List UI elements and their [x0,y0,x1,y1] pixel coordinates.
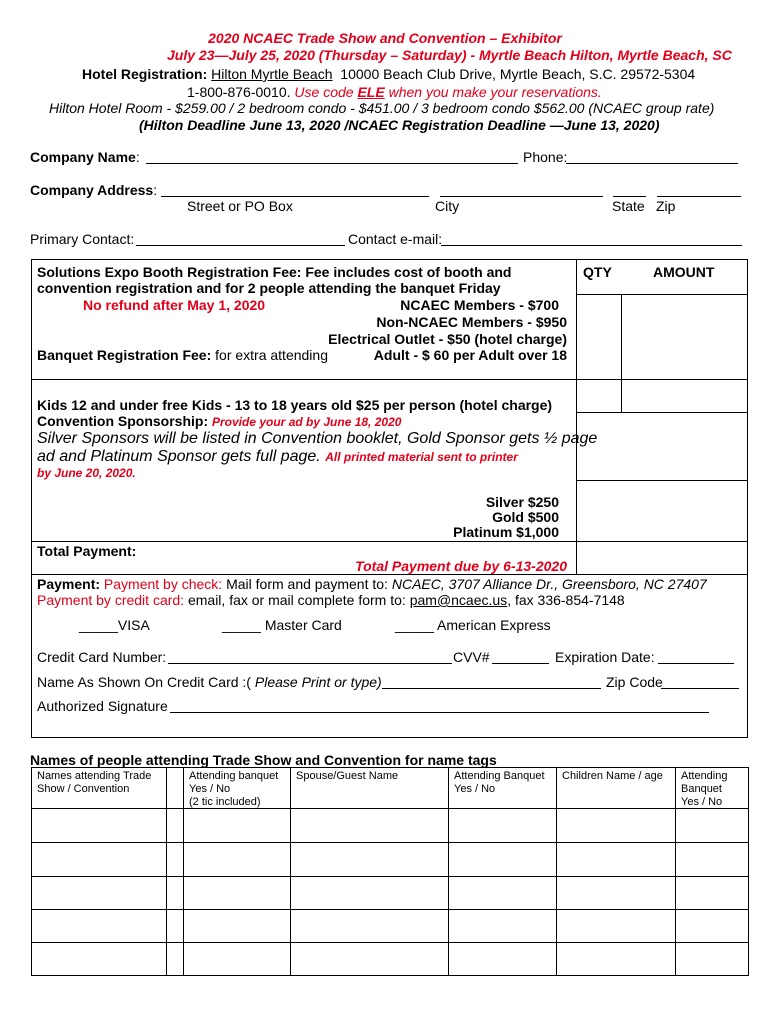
expiration-field[interactable] [658,663,734,664]
primary-contact-field[interactable] [136,245,345,246]
total-payment-due: Total Payment due by 6-13-2020 [355,558,567,574]
table-row[interactable] [32,910,748,942]
street-field[interactable] [161,196,429,197]
sponsorship-line2: ad and Platinum Sponsor gets full page. All printed material sent to printer [37,448,518,465]
deadline: (Hilton Deadline June 13, 2020 /NCAEC Registration Deadline —June 13, 2020) [139,117,660,133]
city-label: City [435,198,460,214]
kids-fee: Kids 12 and under free Kids - 13 to 18 years old $25 per person (hotel charge) [37,397,553,413]
amount-header: AMOUNT [653,264,715,280]
phone-label: Phone: [523,149,568,165]
no-refund-note: No refund after May 1, 2020 [83,297,266,313]
payment-email-link[interactable]: pam@ncaec.us [409,592,508,608]
mastercard-option[interactable]: _____ Master Card [222,617,342,633]
hotel-label: Hotel Registration: [82,66,208,82]
event-dates: July 23—July 25, 2020 (Thursday – Saturday) - Myrtle Beach Hilton, Myrtle Beach, SC [167,47,732,63]
expo-fee-line1: Solutions Expo Booth Registration Fee: Fee includes cost of booth and [37,264,512,280]
gold-sponsor: Gold $500 [492,509,559,525]
state-label: State [612,198,645,214]
cc-number-field[interactable] [168,663,452,664]
col-spouse-banquet-header: Attending Banquet Yes / No [454,770,545,795]
total-payment-label: Total Payment: [37,543,137,559]
cvv-field[interactable] [492,663,549,664]
signature-label: Authorized Signature [37,698,168,714]
hotel-address: 10000 Beach Club Drive, Myrtle Beach, S.C. 29572-5304 [340,66,696,82]
form-title: 2020 NCAEC Trade Show and Convention – Exhibitor [208,30,562,46]
hotel-name: Hilton Myrtle Beach [211,66,333,82]
zip-code-field[interactable] [661,688,739,689]
company-name-label: Company Name: [30,149,140,165]
phone-field[interactable] [566,163,738,164]
col-spouse-header: Spouse/Guest Name [296,770,399,782]
zip-code-label: Zip Code [606,674,663,690]
sponsorship-heading: Convention Sponsorship: Provide your ad by June 18, 2020 [37,413,402,429]
attendees-title: Names of people attending Trade Show and Convention for name tags [30,752,497,768]
non-members-fee: Non-NCAEC Members - $950 [376,314,567,330]
table-row[interactable] [32,943,748,975]
cvv-label: CVV# [453,649,490,665]
payment-check-line: Payment: Payment by check: Mail form and payment to: NCAEC, 3707 Alliance Dr., Greensboro, NC 27407 [37,576,707,592]
company-name-field[interactable] [146,163,518,164]
sponsorship-printer-date: by June 20, 2020. [37,466,136,480]
use-code: ELE [357,84,385,100]
contact-email-label: Contact e-mail: [348,231,443,247]
primary-contact-label: Primary Contact: [30,231,135,247]
contact-email-field[interactable] [441,245,742,246]
room-rates: Hilton Hotel Room - $259.00 / 2 bedroom condo - $451.00 / 3 bedroom condo $562.00 (NCAEC group rate) [49,100,715,116]
silver-sponsor: Silver $250 [485,494,559,510]
electrical-fee: Electrical Outlet - $50 (hotel charge) [328,331,567,347]
table-row[interactable] [32,843,748,876]
city-field[interactable] [440,196,603,197]
amex-option[interactable]: _____ American Express [395,617,551,633]
banquet-adult-fee: Adult - $ 60 per Adult over 18 [373,347,567,363]
members-fee: NCAEC Members - $700 [400,297,559,313]
cc-number-label: Credit Card Number: [37,649,167,665]
col-names-header: Names attending Trade Show / Convention [37,770,152,795]
visa-option[interactable]: _____VISA [79,617,150,633]
name-on-card-label: Name As Shown On Credit Card :( Please Print or type) [37,674,382,690]
expiration-label: Expiration Date: [555,649,655,665]
zip-label: Zip [656,198,676,214]
col-children-banquet-header: Attending Banquet Yes / No [681,770,728,808]
use-code-post: when you make your reservations. [388,84,602,100]
hotel-phone-line [187,84,602,100]
hotel-phone: 1-800-876-0010. [187,84,291,100]
name-on-card-field[interactable] [382,688,601,689]
expo-fee-line2: convention registration and for 2 people attending the banquet Friday [37,280,501,296]
use-code-pre: Use code [294,84,354,100]
street-label: Street or PO Box [187,198,293,214]
payment-card-line: Payment by credit card: email, fax or mail complete form to: pam@ncaec.us, fax 336-854-7148 [37,592,625,608]
platinum-sponsor: Platinum $1,000 [453,524,559,540]
table-row[interactable] [32,809,748,842]
qty-header: QTY [583,264,612,280]
company-address-label: Company Address: [30,182,158,198]
zip-field[interactable] [657,196,741,197]
hotel-registration [82,66,695,82]
col-banquet-header: Attending banquet Yes / No (2 tic included) [189,770,279,808]
signature-field[interactable] [170,712,709,713]
state-field[interactable] [613,196,646,197]
col-children-header: Children Name / age [562,770,663,782]
table-row[interactable] [32,877,748,909]
banquet-fee: Banquet Registration Fee: for extra attending [37,347,328,363]
sponsorship-line1: Silver Sponsors will be listed in Convention booklet, Gold Sponsor gets ½ page [37,430,598,447]
